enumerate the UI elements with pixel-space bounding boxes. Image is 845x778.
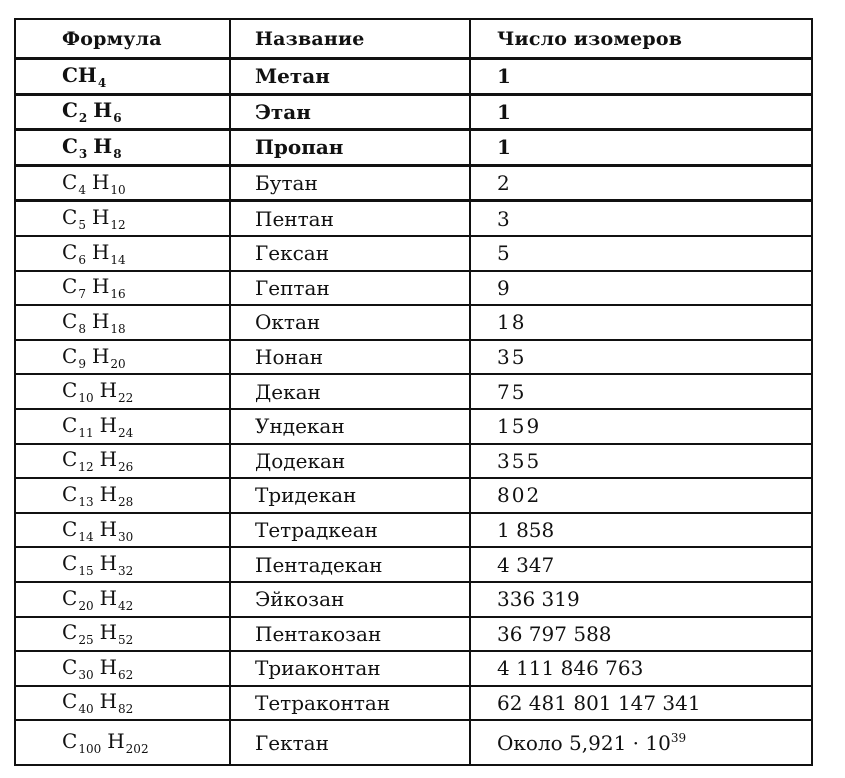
formula-cell xyxy=(15,547,230,582)
formula-carbon: C xyxy=(62,133,78,158)
formula-hydrogen: H xyxy=(91,239,110,264)
isomer-count-value: 1 858 xyxy=(497,518,555,543)
isomer-count-cell xyxy=(470,165,812,201)
formula-c-subscript: 40 xyxy=(78,702,94,717)
formula-c-subscript: 2 xyxy=(78,111,88,126)
formula-carbon: C xyxy=(62,516,78,541)
formula-hydrogen: H xyxy=(99,620,118,645)
formula-hydrogen: H xyxy=(93,98,113,123)
formula-h-subscript: 22 xyxy=(118,391,134,406)
alkane-name-cell: Метан xyxy=(230,59,470,95)
isomer-count-value: 62 481 801 147 341 xyxy=(497,690,701,715)
isomer-count-cell xyxy=(470,340,812,375)
table-row xyxy=(15,59,812,95)
formula-hydrogen: H xyxy=(91,205,110,230)
table-row xyxy=(15,651,812,686)
name-column-header: Название xyxy=(230,19,470,59)
formula-c-subscript: 6 xyxy=(78,252,86,267)
formula-hydrogen: H xyxy=(93,133,113,158)
header-row xyxy=(15,19,812,59)
isomer-count-cell xyxy=(470,617,812,652)
isomer-count-cell xyxy=(470,94,812,130)
formula-h-subscript: 16 xyxy=(110,287,126,302)
formula-cell xyxy=(15,617,230,652)
isomer-count-cell xyxy=(470,547,812,582)
formula-h-subscript: 10 xyxy=(110,182,126,197)
formula-hydrogen: H xyxy=(91,343,110,368)
isomer-count-value: 75 xyxy=(497,379,527,404)
formula-c-subscript: 3 xyxy=(78,146,88,161)
formula-h-subscript: 30 xyxy=(118,529,134,544)
formula-c-subscript: 8 xyxy=(78,321,86,336)
formula-h-subscript: 82 xyxy=(118,702,134,717)
table-row xyxy=(15,236,812,271)
table-row xyxy=(15,582,812,617)
isomer-count-value: Около 5,921 · 10 xyxy=(497,730,671,755)
formula-hydrogen: H xyxy=(99,412,118,437)
alkane-name-cell: Пентан xyxy=(230,201,470,236)
isomer-count-cell xyxy=(470,236,812,271)
table-row xyxy=(15,547,812,582)
formula-cell xyxy=(15,651,230,686)
alkane-name-cell: Гексан xyxy=(230,236,470,271)
isomer-count-value: 355 xyxy=(497,448,542,473)
formula-carbon: C xyxy=(62,98,78,123)
formula-h-subscript: 20 xyxy=(110,356,126,371)
isomer-count-cell xyxy=(470,720,812,765)
isomer-count-cell xyxy=(470,686,812,721)
alkane-name-cell: Ундекан xyxy=(230,409,470,444)
table-row xyxy=(15,686,812,721)
formula-c-subscript: 20 xyxy=(78,598,94,613)
alkane-isomers-table-container xyxy=(14,18,811,766)
formula-cell xyxy=(15,374,230,409)
isomer-count-value: 9 xyxy=(497,275,510,300)
formula-c-subscript: 30 xyxy=(78,667,94,682)
formula-c-subscript: 15 xyxy=(78,564,94,579)
formula-cell xyxy=(15,686,230,721)
isomer-count-value: 336 319 xyxy=(497,587,580,612)
isomer-count-value: 1 xyxy=(497,64,511,89)
isomer-count-cell xyxy=(470,305,812,340)
isomer-count-exponent: 39 xyxy=(670,730,687,745)
isomer-count-value: 2 xyxy=(497,171,510,196)
formula-hydrogen: H xyxy=(91,308,110,333)
alkane-name-cell: Тетрадкеан xyxy=(230,513,470,548)
formula-h-subscript: 14 xyxy=(110,252,126,267)
alkane-name-cell: Нонан xyxy=(230,340,470,375)
formula-main: CH xyxy=(62,62,97,87)
formula-hydrogen: H xyxy=(99,585,118,610)
formula-carbon: C xyxy=(62,343,78,368)
isomer-count-cell xyxy=(470,409,812,444)
formula-cell xyxy=(15,513,230,548)
isomer-count-value: 3 xyxy=(497,206,510,231)
table-row xyxy=(15,340,812,375)
formula-c-subscript: 5 xyxy=(78,218,86,233)
formula-cell xyxy=(15,305,230,340)
formula-cell xyxy=(15,582,230,617)
isomer-count-value: 36 797 588 xyxy=(497,621,612,646)
formula-c-subscript: 14 xyxy=(78,529,94,544)
formula-carbon: C xyxy=(62,481,78,506)
formula-cell xyxy=(15,271,230,306)
table-row xyxy=(15,271,812,306)
isomer-count-value: 5 xyxy=(497,241,510,266)
isomer-count-cell xyxy=(470,59,812,95)
formula-c-subscript: 9 xyxy=(78,356,86,371)
formula-h-subscript: 8 xyxy=(113,146,122,161)
table-row xyxy=(15,617,812,652)
formula-carbon: C xyxy=(62,274,78,299)
isomer-count-value: 159 xyxy=(497,414,542,439)
alkane-name-cell: Додекан xyxy=(230,444,470,479)
formula-hydrogen: H xyxy=(91,274,110,299)
formula-cell xyxy=(15,94,230,130)
formula-cell xyxy=(15,478,230,513)
formula-h-subscript: 24 xyxy=(118,425,134,440)
formula-h-subscript: 202 xyxy=(125,742,149,757)
isomer-count-value: 1 xyxy=(497,99,511,124)
formula-c-subscript: 12 xyxy=(78,460,94,475)
isomer-count-value: 35 xyxy=(497,345,527,370)
formula-carbon: C xyxy=(62,689,78,714)
formula-cell xyxy=(15,720,230,765)
formula-c-subscript: 4 xyxy=(78,182,86,197)
alkane-name-cell: Этан xyxy=(230,94,470,130)
formula-carbon: C xyxy=(62,585,78,610)
table-row xyxy=(15,720,812,765)
formula-c-subscript: 11 xyxy=(78,425,94,440)
alkane-name-cell: Гептан xyxy=(230,271,470,306)
formula-hydrogen: H xyxy=(91,169,110,194)
table-row xyxy=(15,201,812,236)
formula-hydrogen: H xyxy=(99,447,118,472)
table-row xyxy=(15,478,812,513)
alkane-name-cell: Тетраконтан xyxy=(230,686,470,721)
formula-carbon: C xyxy=(62,205,78,230)
alkane-name-cell: Бутан xyxy=(230,165,470,201)
isomer-count-value: 802 xyxy=(497,483,542,508)
formula-cell xyxy=(15,409,230,444)
table-row xyxy=(15,513,812,548)
formula-h-subscript: 28 xyxy=(118,494,134,509)
formula-carbon: C xyxy=(62,412,78,437)
table-row xyxy=(15,305,812,340)
alkane-name-cell: Пентакозан xyxy=(230,617,470,652)
formula-cell xyxy=(15,444,230,479)
table-row xyxy=(15,165,812,201)
formula-h-subscript: 62 xyxy=(118,667,134,682)
formula-carbon: C xyxy=(62,378,78,403)
alkane-name-cell: Тридекан xyxy=(230,478,470,513)
table-row xyxy=(15,374,812,409)
table-row xyxy=(15,130,812,166)
alkane-name-cell: Эйкозан xyxy=(230,582,470,617)
formula-carbon: C xyxy=(62,620,78,645)
formula-h-subscript: 4 xyxy=(97,75,107,90)
isomer-count-cell xyxy=(470,513,812,548)
isomer-count-cell xyxy=(470,478,812,513)
formula-carbon: C xyxy=(62,654,78,679)
formula-carbon: C xyxy=(62,308,78,333)
isomer-count-cell xyxy=(470,444,812,479)
table-row xyxy=(15,444,812,479)
formula-hydrogen: H xyxy=(99,654,118,679)
formula-cell xyxy=(15,236,230,271)
formula-h-subscript: 32 xyxy=(118,564,134,579)
isomer-count-cell xyxy=(470,271,812,306)
alkane-name-cell: Декан xyxy=(230,374,470,409)
formula-c-subscript: 25 xyxy=(78,633,94,648)
formula-hydrogen: H xyxy=(99,481,118,506)
formula-c-subscript: 10 xyxy=(78,391,94,406)
alkane-isomers-table xyxy=(14,18,813,766)
formula-h-subscript: 42 xyxy=(118,598,134,613)
formula-cell xyxy=(15,165,230,201)
formula-cell xyxy=(15,130,230,166)
alkane-name-cell: Пентадекан xyxy=(230,547,470,582)
isomer-count-value: 1 xyxy=(497,135,511,160)
alkane-name-cell: Гектан xyxy=(230,720,470,765)
alkane-name-cell: Триаконтан xyxy=(230,651,470,686)
formula-h-subscript: 18 xyxy=(110,321,126,336)
formula-h-subscript: 12 xyxy=(110,218,126,233)
formula-hydrogen: H xyxy=(99,516,118,541)
formula-column-header: Формула xyxy=(15,19,230,59)
formula-hydrogen: H xyxy=(99,689,118,714)
formula-c-subscript: 13 xyxy=(78,494,94,509)
isomer-count-cell xyxy=(470,582,812,617)
isomer-count-value: 4 347 xyxy=(497,552,555,577)
table-row xyxy=(15,409,812,444)
formula-carbon: C xyxy=(62,239,78,264)
isomers-column-header: Число изомеров xyxy=(470,19,812,59)
formula-carbon: C xyxy=(62,447,78,472)
formula-hydrogen: H xyxy=(99,551,118,576)
formula-c-subscript: 100 xyxy=(78,742,102,757)
alkane-name-cell: Октан xyxy=(230,305,470,340)
alkane-name-cell: Пропан xyxy=(230,130,470,166)
formula-h-subscript: 26 xyxy=(118,460,134,475)
table-row xyxy=(15,94,812,130)
formula-carbon: C xyxy=(62,169,78,194)
isomer-count-cell xyxy=(470,374,812,409)
formula-h-subscript: 52 xyxy=(118,633,134,648)
formula-hydrogen: H xyxy=(99,378,118,403)
isomer-count-cell xyxy=(470,201,812,236)
isomer-count-value: 4 111 846 763 xyxy=(497,656,644,681)
isomer-count-cell xyxy=(470,651,812,686)
formula-h-subscript: 6 xyxy=(113,111,122,126)
formula-c-subscript: 7 xyxy=(78,287,86,302)
formula-carbon: C xyxy=(62,551,78,576)
isomer-count-cell xyxy=(470,130,812,166)
formula-cell xyxy=(15,201,230,236)
formula-cell xyxy=(15,59,230,95)
formula-hydrogen: H xyxy=(107,729,125,754)
formula-cell xyxy=(15,340,230,375)
formula-carbon: C xyxy=(62,729,78,754)
isomer-count-value: 18 xyxy=(497,310,527,335)
